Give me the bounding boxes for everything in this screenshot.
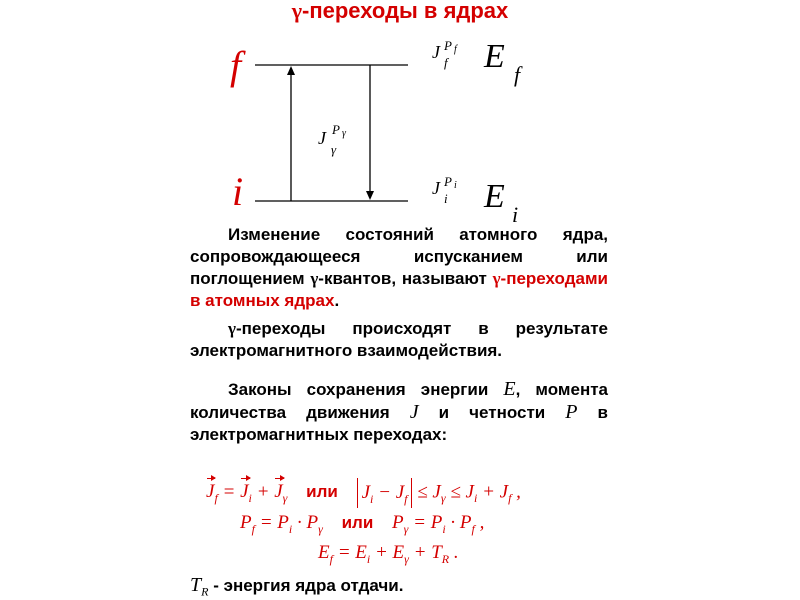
p1-end: .	[334, 291, 340, 310]
formula-energy: $E_f = E_i + E_\gamma + T_R$ .	[318, 542, 459, 566]
spin-i-J: J	[432, 178, 440, 198]
p3-symbol-J: J	[409, 401, 419, 423]
level-label-i: i	[232, 169, 244, 214]
spin-i-sup: P	[444, 174, 452, 189]
paragraph-interaction	[190, 318, 608, 362]
level-diagram	[0, 0, 800, 220]
p2-text: -переходы происходят в результате электромагнитного взаимодействия.	[190, 319, 608, 360]
level-label-f: f	[230, 43, 242, 88]
paragraph-definition	[190, 224, 608, 312]
p1-gamma: γ	[310, 269, 319, 288]
arrow-down	[366, 65, 374, 200]
spin-gamma-J: J	[318, 128, 326, 148]
title-gamma: γ	[291, 0, 302, 23]
energy-f-sub: f	[514, 62, 521, 87]
recoil-symbol-sub: R	[201, 584, 209, 599]
p3-text-c: и четности	[418, 403, 566, 422]
spin-i-supsub: i	[454, 180, 457, 191]
spin-gamma-sup: P	[332, 122, 340, 137]
formula1-or: или	[306, 482, 338, 502]
p3-symbol-P: P	[565, 401, 578, 423]
p1-red-term: -переходами в атомных ядрах	[190, 269, 608, 310]
recoil-symbol: T	[190, 574, 202, 596]
spin-label-i	[432, 174, 472, 208]
energy-label-f	[484, 38, 521, 87]
p1-text-b: -квантов, называют	[318, 269, 493, 288]
spin-gamma-sub: γ	[331, 142, 337, 157]
spin-f-sub: f	[444, 55, 448, 70]
arrow-up	[287, 66, 295, 201]
p1-red-gamma: γ	[492, 269, 501, 288]
recoil-text: - энергия ядра отдачи.	[208, 576, 404, 595]
p1-text-a: Изменение состояний атомного ядра, сопровождающееся испусканием или поглощением	[190, 225, 608, 288]
title-text: -переходы в ядрах	[302, 0, 509, 23]
spin-f-supsub: f	[454, 44, 457, 55]
recoil-energy-note	[190, 574, 403, 599]
formula-parity: $P_f = P_i \cdot P_\gamma$ или $P_\gamma = P_i \cdot P_f$ ,	[240, 512, 485, 536]
p3-text-b: , момента количества движения	[190, 380, 608, 422]
formula2-or: или	[341, 513, 374, 532]
spin-label-gamma	[318, 122, 358, 158]
spin-f-J: J	[432, 42, 440, 62]
energy-i-E: E	[484, 178, 505, 215]
paragraph-conservation	[190, 378, 608, 446]
energy-i-sub: i	[512, 202, 519, 227]
p3-text-a: Законы сохранения энергии	[228, 380, 504, 399]
p2-gamma: γ	[228, 319, 236, 338]
energy-f-E: E	[484, 38, 505, 75]
spin-f-sup: P	[444, 38, 452, 53]
p3-symbol-E: E	[503, 378, 516, 400]
formula-angular-momentum: $J_f = J_i + J_\gamma$ или $J_i - J_f \le J_\gamma \le J_i + J_f$ ,	[206, 478, 521, 508]
p3-text-d: в электромагнитных переходах:	[190, 403, 608, 444]
spin-gamma-supsub: γ	[342, 128, 346, 139]
energy-label-i	[484, 178, 519, 227]
spin-i-sub: i	[444, 191, 448, 206]
spin-label-f	[432, 38, 472, 72]
